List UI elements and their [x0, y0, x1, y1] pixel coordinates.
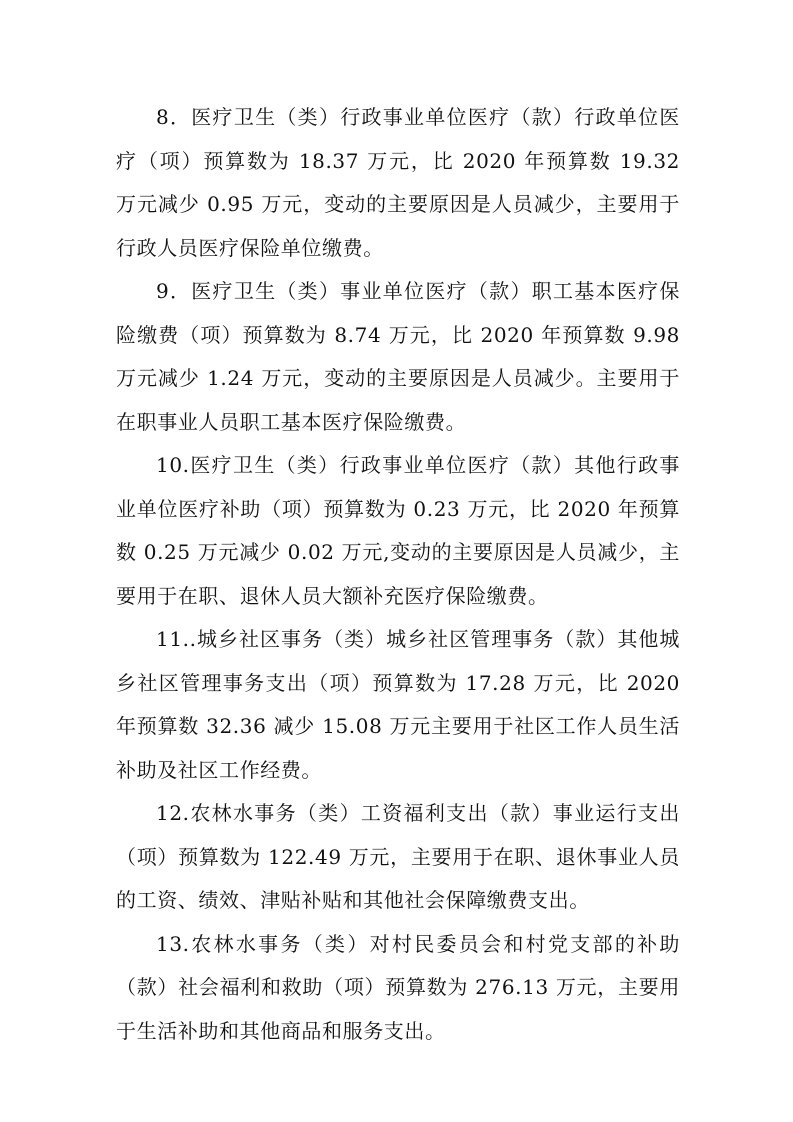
paragraph-item-9: 9．医疗卫生（类）事业单位医疗（款）职工基本医疗保险缴费（项）预算数为 8.74 万元，比 2020 年预算数 9.98 万元减少 1.24 万元，变动的主要原因是人员减少。主要用于在职事业人员职工基本医疗保险缴费。 [116, 279, 680, 434]
document-body [116, 96, 680, 1053]
paragraph-item-12: 12.农林水事务（类）工资福利支出（款）事业运行支出（项）预算数为 122.49 万元，主要用于在职、退休事业人员的工资、绩效、津贴补贴和其他社会保障缴费支出。 [116, 801, 680, 912]
paragraph-item-13: 13.农林水事务（类）对村民委员会和村党支部的补助（款）社会福利和救助（项）预算数为 276.13 万元，主要用于生活补助和其他商品和服务支出。 [116, 931, 680, 1043]
paragraph-item-11: 11..城乡社区事务（类）城乡社区管理事务（款）其他城乡社区管理事务支出（项）预算数为 17.28 万元，比 2020 年预算数 32.36 减少 15.08 万元主要用于社区工作人员生活补助及社区工作经费。 [116, 627, 680, 782]
paragraph-item-10: 10.医疗卫生（类）行政事业单位医疗（款）其他行政事业单位医疗补助（项）预算数为 0.23 万元，比 2020 年预算数 0.25 万元减少 0.02 万元,变动的主要原因是人员减少，主要用于在职、退休人员大额补充医疗保险缴费。 [116, 453, 680, 608]
paragraph-item-8: 8．医疗卫生（类）行政事业单位医疗（款）行政单位医疗（项）预算数为 18.37 万元，比 2020 年预算数 19.32 万元减少 0.95 万元，变动的主要原因是人员减少，主要用于行政人员医疗保险单位缴费。 [116, 105, 680, 260]
